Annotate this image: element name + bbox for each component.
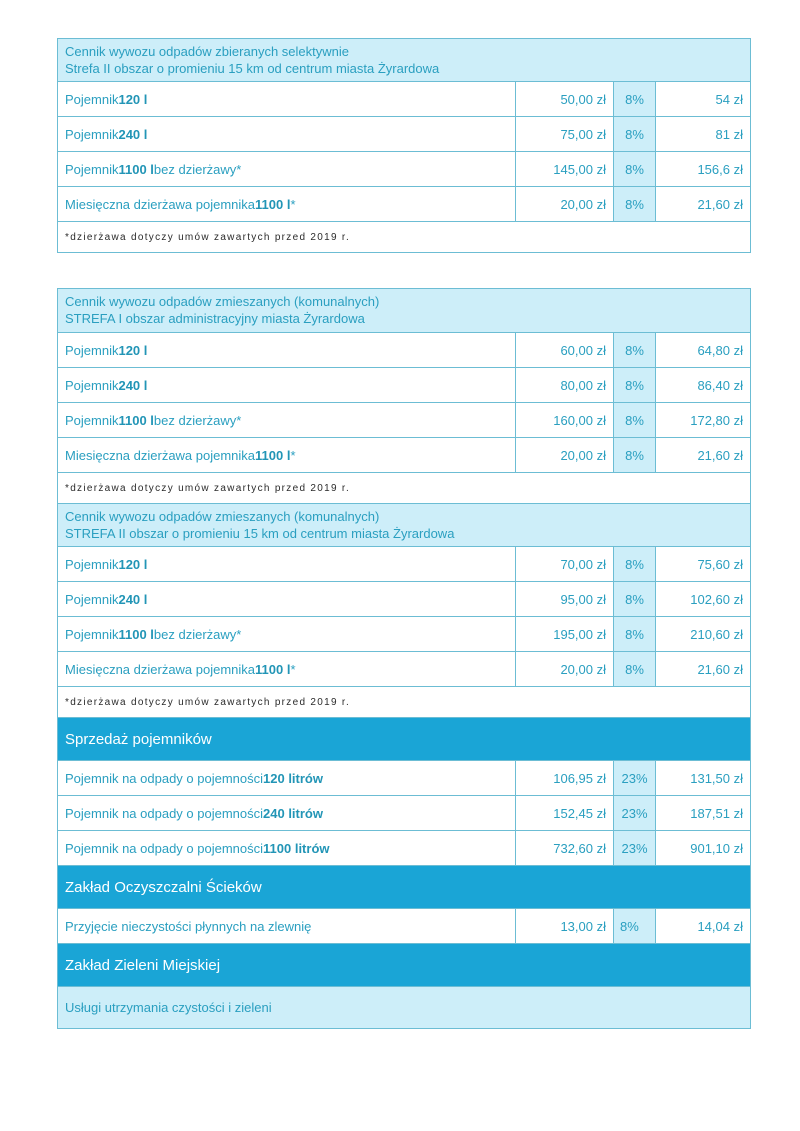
net-price: 75,00 zł	[516, 117, 614, 151]
item-label: Pojemnik 240 l	[58, 117, 516, 151]
vat-rate: 8%	[614, 617, 656, 651]
table-row	[58, 651, 750, 686]
section-header-container-sales: Sprzedaż pojemników	[58, 717, 750, 760]
header-subtitle: STREFA II obszar o promieniu 15 km od centrum miasta Żyrardowa	[65, 526, 455, 541]
item-label: Pojemnik 120 l	[58, 333, 516, 367]
gross-price: 102,60 zł	[690, 591, 743, 607]
table-row	[58, 760, 750, 795]
footnote: *dzierżawa dotyczy umów zawartych przed 2019 r.	[58, 221, 750, 252]
item-label: Miesięczna dzierżawa pojemnika 1100 l *	[58, 438, 516, 472]
footnote: *dzierżawa dotyczy umów zawartych przed 2019 r.	[58, 472, 750, 503]
table-row	[58, 116, 750, 151]
vat-rate: 8%	[614, 187, 656, 221]
vat-rate: 8%	[614, 909, 656, 943]
table-row	[58, 546, 750, 581]
service-row: Usługi utrzymania czystości i zieleni	[58, 986, 750, 1028]
vat-rate: 23%	[614, 796, 656, 830]
vat-rate: 23%	[614, 761, 656, 795]
table-row	[58, 367, 750, 402]
gross-price: 21,60 zł	[697, 447, 743, 463]
section-header-strefa-1	[58, 289, 750, 332]
table-row	[58, 437, 750, 472]
vat-rate: 8%	[614, 368, 656, 402]
table-row	[58, 151, 750, 186]
header-title: Cennik wywozu odpadów zmieszanych (komunalnych)	[65, 294, 380, 309]
table-row	[58, 616, 750, 651]
gross-price: 54 zł	[715, 91, 743, 107]
vat-rate: 8%	[614, 652, 656, 686]
net-price: 106,95 zł	[516, 761, 614, 795]
table-row	[58, 402, 750, 437]
net-price: 20,00 zł	[516, 438, 614, 472]
net-price: 20,00 zł	[516, 652, 614, 686]
gross-price: 75,60 zł	[697, 556, 743, 572]
table-row	[58, 332, 750, 367]
gross-price: 187,51 zł	[690, 805, 743, 821]
footnote: *dzierżawa dotyczy umów zawartych przed 2019 r.	[58, 686, 750, 717]
table-row	[58, 581, 750, 616]
net-price: 70,00 zł	[516, 547, 614, 581]
gross-price: 210,60 zł	[690, 626, 743, 642]
net-price: 20,00 zł	[516, 187, 614, 221]
gross-price: 14,04 zł	[697, 918, 743, 934]
price-table-selective	[57, 38, 751, 253]
net-price: 195,00 zł	[516, 617, 614, 651]
item-label: Pojemnik 120 l	[58, 82, 516, 116]
gross-price: 172,80 zł	[690, 412, 743, 428]
vat-rate: 8%	[614, 82, 656, 116]
vat-rate: 8%	[614, 117, 656, 151]
table-row	[58, 830, 750, 865]
gross-price: 901,10 zł	[690, 840, 743, 856]
net-price: 160,00 zł	[516, 403, 614, 437]
item-label: Pojemnik 120 l	[58, 547, 516, 581]
header-subtitle: Strefa II obszar o promieniu 15 km od centrum miasta Żyrardowa	[65, 61, 440, 76]
gross-price: 64,80 zł	[697, 342, 743, 358]
vat-rate: 8%	[614, 333, 656, 367]
table-row	[58, 908, 750, 943]
net-price: 152,45 zł	[516, 796, 614, 830]
item-label: Miesięczna dzierżawa pojemnika 1100 l *	[58, 652, 516, 686]
table-row	[58, 81, 750, 116]
header-subtitle: STREFA I obszar administracyjny miasta Żyrardowa	[65, 311, 365, 326]
vat-rate: 8%	[614, 403, 656, 437]
net-price: 60,00 zł	[516, 333, 614, 367]
price-table-main	[57, 288, 751, 1029]
net-price: 145,00 zł	[516, 152, 614, 186]
gross-price: 131,50 zł	[690, 770, 743, 786]
gross-price: 81 zł	[715, 126, 743, 142]
vat-rate: 8%	[614, 547, 656, 581]
item-label: Przyjęcie nieczystości płynnych na zlewnię	[58, 909, 516, 943]
section-header-strefa-2	[58, 503, 750, 546]
vat-rate: 8%	[614, 152, 656, 186]
item-label: Pojemnik na odpady o pojemności 240 litrów	[58, 796, 516, 830]
table-header	[58, 39, 750, 81]
gross-price: 86,40 zł	[697, 377, 743, 393]
header-title: Cennik wywozu odpadów zbieranych selektywnie	[65, 44, 349, 59]
item-label: Pojemnik na odpady o pojemności 120 litrów	[58, 761, 516, 795]
table-row	[58, 795, 750, 830]
item-label: Pojemnik na odpady o pojemności 1100 litrów	[58, 831, 516, 865]
vat-rate: 23%	[614, 831, 656, 865]
gross-price: 21,60 zł	[697, 196, 743, 212]
item-label: Pojemnik 1100 l bez dzierżawy*	[58, 403, 516, 437]
gross-price: 156,6 zł	[697, 161, 743, 177]
net-price: 13,00 zł	[516, 909, 614, 943]
item-label: Pojemnik 240 l	[58, 582, 516, 616]
net-price: 732,60 zł	[516, 831, 614, 865]
section-header-sewage-plant: Zakład Oczyszczalni Ścieków	[58, 865, 750, 908]
item-label: Pojemnik 1100 l bez dzierżawy*	[58, 152, 516, 186]
header-title: Cennik wywozu odpadów zmieszanych (komunalnych)	[65, 509, 380, 524]
net-price: 95,00 zł	[516, 582, 614, 616]
net-price: 50,00 zł	[516, 82, 614, 116]
gross-price: 21,60 zł	[697, 661, 743, 677]
net-price: 80,00 zł	[516, 368, 614, 402]
item-label: Miesięczna dzierżawa pojemnika 1100 l *	[58, 187, 516, 221]
vat-rate: 8%	[614, 438, 656, 472]
section-header-urban-greenery: Zakład Zieleni Miejskiej	[58, 943, 750, 986]
table-row	[58, 186, 750, 221]
item-label: Pojemnik 240 l	[58, 368, 516, 402]
item-label: Pojemnik 1100 l bez dzierżawy*	[58, 617, 516, 651]
vat-rate: 8%	[614, 582, 656, 616]
